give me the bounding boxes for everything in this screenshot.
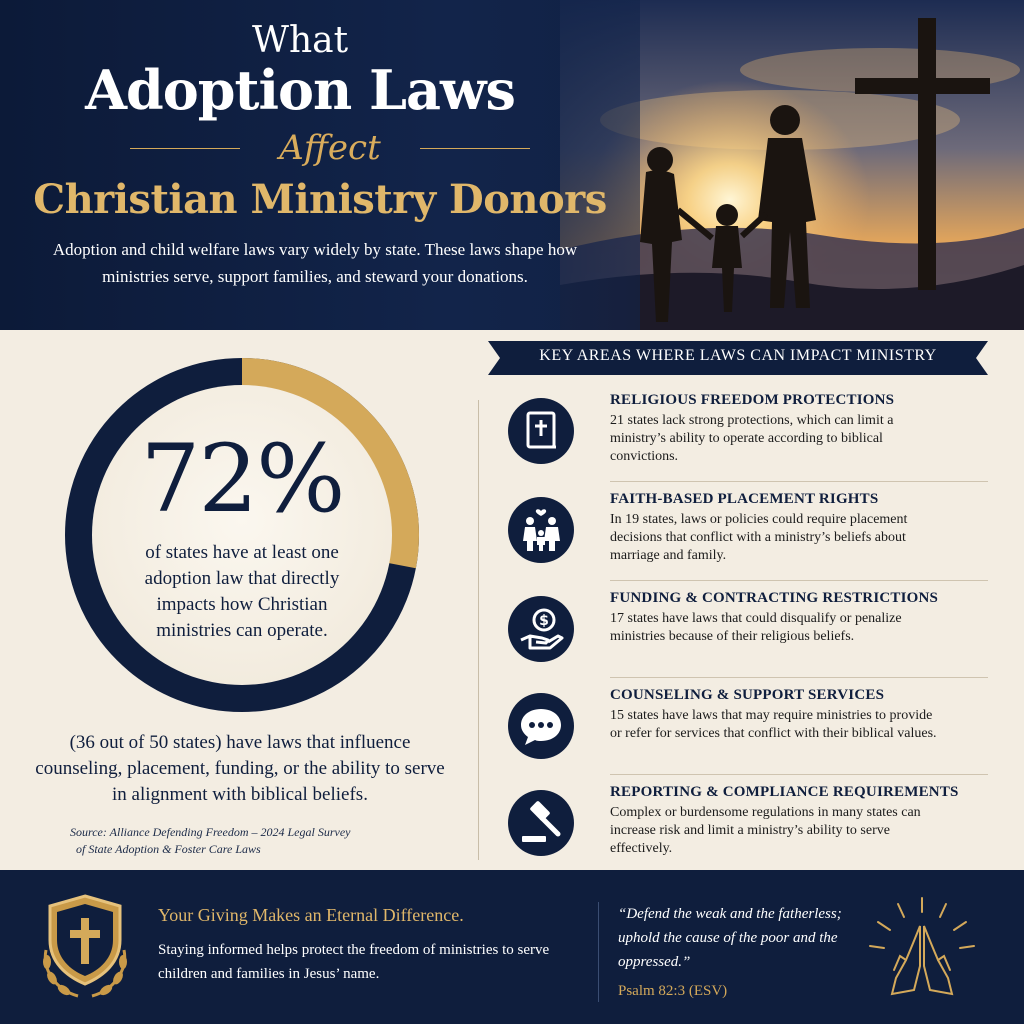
footer-divider	[598, 902, 599, 1002]
source-citation	[70, 824, 410, 858]
stat-note: (36 out of 50 states) have laws that influence counseling, placement, funding, or the ability to serve in alignment with biblical beliefs.	[35, 732, 445, 805]
stat-percent: 72%	[140, 425, 344, 534]
key-area-title: RELIGIOUS FREEDOM PROTECTIONS	[610, 392, 895, 408]
percent-ring	[62, 355, 422, 715]
source-line-2: of State Adoption & Foster Care Laws	[76, 842, 261, 856]
bible-icon	[508, 398, 574, 464]
key-area-title: FAITH-BASED PLACEMENT RIGHTS	[610, 491, 879, 507]
key-area-compliance	[500, 784, 990, 880]
key-area-placement-rights	[500, 491, 990, 587]
key-area-text: 15 states have laws that may require ministries to provide or refer for services that conflict with their biblical values.	[610, 708, 937, 741]
key-area-separator	[610, 580, 988, 581]
title-affect: Affect	[279, 128, 381, 168]
key-areas-heading: KEY AREAS WHERE LAWS CAN IMPACT MINISTRY	[539, 347, 937, 364]
key-areas-banner	[488, 341, 988, 375]
svg-text:$: $	[539, 613, 549, 629]
intro-text: Adoption and child welfare laws vary widely by state. These laws shape how ministries serve, support families, and steward your donations.	[52, 240, 578, 286]
key-area-separator	[610, 774, 988, 775]
key-area-text: In 19 states, laws or policies could require placement decisions that conflict with a ministry’s beliefs about marriage and family.	[610, 512, 908, 563]
speech-bubble-icon	[508, 693, 574, 759]
title-christian-ministry-donors: Christian Ministry Donors	[33, 176, 607, 223]
key-area-religious-freedom	[500, 392, 990, 488]
title-adoption-laws: Adoption Laws	[85, 58, 515, 122]
key-area-separator	[610, 481, 988, 482]
key-area-title: COUNSELING & SUPPORT SERVICES	[610, 687, 885, 703]
footer-text: Staying informed helps protect the freedom of ministries to serve children and families in Jesus’ name.	[158, 942, 550, 982]
title-affect-row	[130, 128, 530, 168]
title-what: What	[251, 20, 349, 61]
cross-shield-icon	[38, 892, 133, 1002]
key-area-separator	[610, 677, 988, 678]
gavel-icon	[508, 790, 574, 856]
key-area-title: FUNDING & CONTRACTING RESTRICTIONS	[610, 590, 939, 606]
praying-hands-icon	[862, 890, 982, 1010]
title-divider-right	[420, 148, 530, 149]
key-area-title: REPORTING & COMPLIANCE REQUIREMENTS	[610, 784, 959, 800]
key-area-funding	[500, 590, 990, 686]
key-area-text: 21 states lack strong protections, which can limit a ministry’s ability to operate according to biblical convictions.	[610, 413, 894, 464]
source-line-1: Source: Alliance Defending Freedom – 2024 Legal Survey	[70, 825, 351, 839]
key-area-text: 17 states have laws that could disqualify or penalize ministries because of their religious beliefs.	[610, 611, 902, 644]
scripture-reference: Psalm 82:3 (ESV)	[618, 983, 728, 999]
footer-title: Your Giving Makes an Eternal Difference.	[158, 905, 464, 925]
stat-description: of states have at least one adoption law that directly impacts how Christian ministries can operate.	[144, 542, 340, 641]
key-area-text: Complex or burdensome regulations in many states can increase risk and limit a ministry’s ability to serve effectively.	[610, 805, 921, 856]
scripture-quote: “Defend the weak and the fatherless; uphold the cause of the poor and the oppressed.”	[618, 906, 842, 970]
funding-hand-icon	[508, 596, 574, 662]
family-icon	[508, 497, 574, 563]
key-area-counseling	[500, 687, 990, 783]
section-divider	[478, 400, 479, 860]
